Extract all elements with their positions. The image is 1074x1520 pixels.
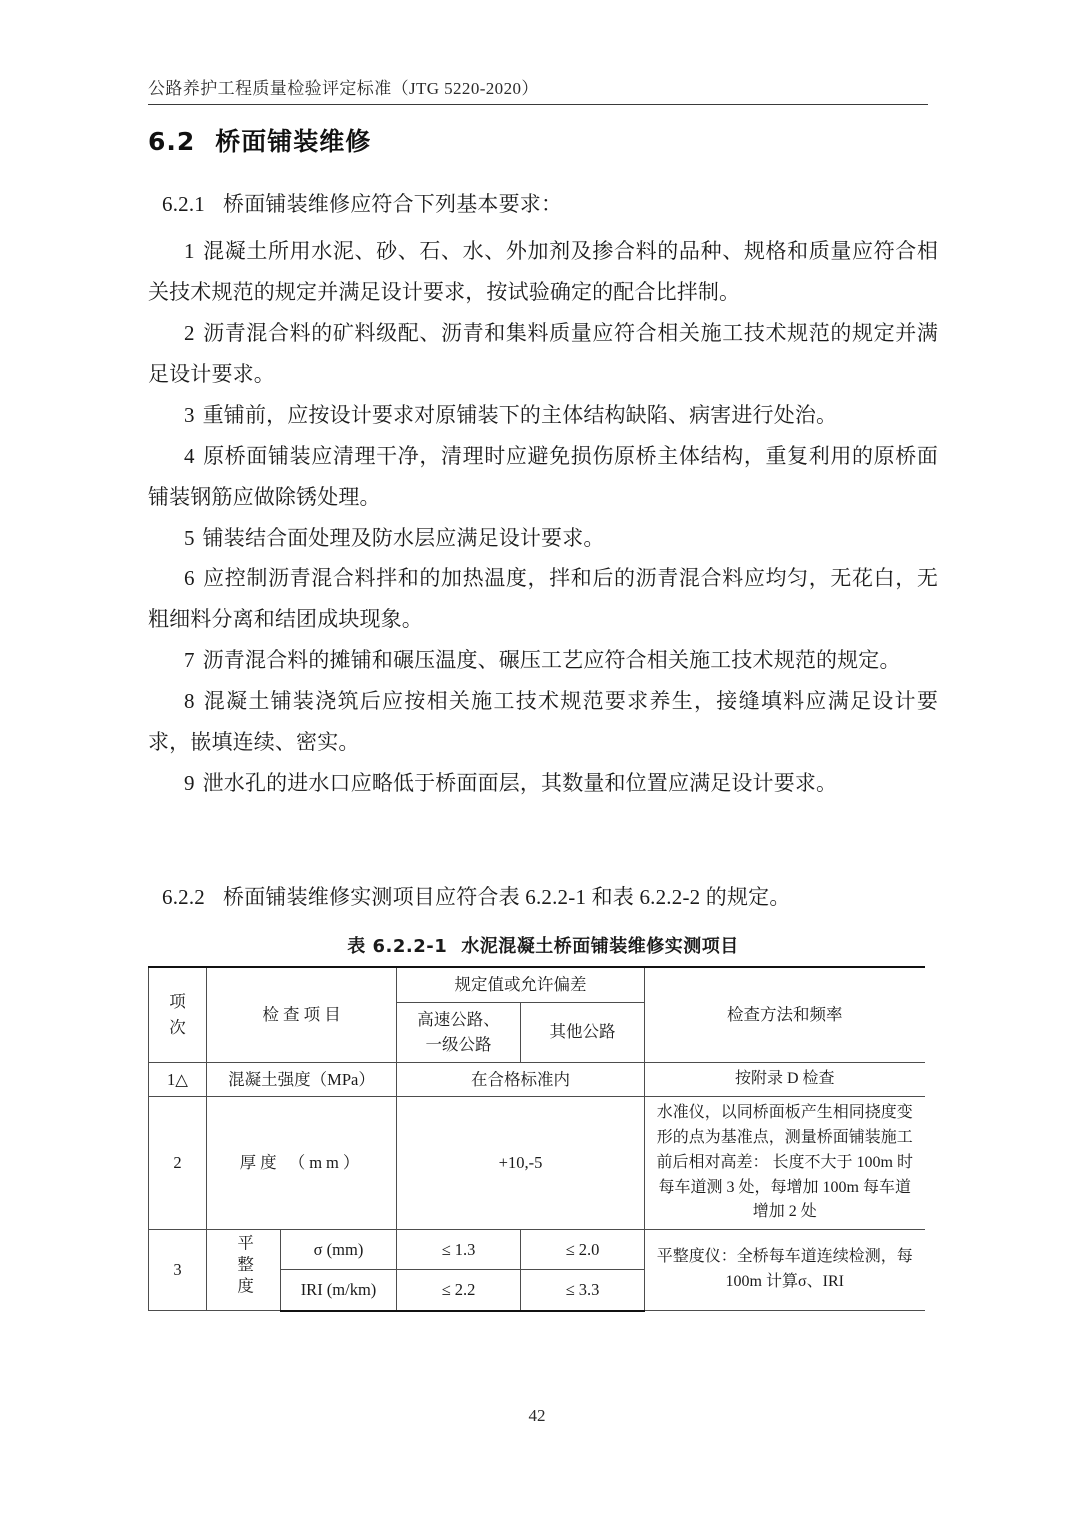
clause-item-number: 6 — [184, 566, 195, 591]
clause-item — [148, 681, 938, 763]
vertical-spacer — [148, 804, 938, 878]
row-index: 2 — [149, 1097, 207, 1230]
clause-item — [148, 313, 938, 395]
header-index-line1: 项 — [169, 992, 186, 1012]
section-title-text: 桥面铺装维修 — [215, 127, 372, 156]
row-method: 水准仪，以同桥面板产生相同挠度变形的点为基准点，测量桥面铺装施工前后相对高差： 长度不大于 100m 时每车道测 3 处，每增加 100m 每车道增加 2 处 — [645, 1097, 925, 1230]
subrow-label: IRI (m/km) — [281, 1270, 397, 1311]
header-highway-class-line1: 高速公路、 — [417, 1009, 500, 1029]
clause-item-text: 混凝土铺装浇筑后应按相关施工技术规范要求养生，接缝填料应满足设计要求，嵌填连续、密实。 — [148, 689, 938, 755]
clause-622-number: 6.2.2 — [162, 885, 205, 910]
clause-621-text: 桥面铺装维修应符合下列基本要求： — [223, 192, 563, 216]
clause-item-text: 原桥面铺装应清理干净，清理时应避免损伤原桥主体结构，重复利用的原桥面铺装钢筋应做除锈处理。 — [148, 443, 938, 509]
header-method: 检查方法和频率 — [645, 967, 925, 1062]
header-highway-class — [397, 1002, 521, 1062]
document-body — [148, 122, 938, 1312]
clause-item — [148, 763, 938, 804]
clause-item-number: 1 — [184, 238, 195, 263]
row-index: 1△ — [149, 1062, 207, 1097]
table-row — [149, 1062, 925, 1097]
subrow-label: σ (mm) — [281, 1230, 397, 1270]
table-caption-number: 表 6.2.2-1 — [347, 935, 448, 957]
clause-item-text: 混凝土所用水泥、砂、石、水、外加剂及掺合料的品种、规格和质量应符合相关技术规范的规定并满足设计要求，按试验确定的配合比拌制。 — [148, 238, 938, 304]
clause-item — [148, 395, 938, 436]
subrow-other-value: ≤ 2.0 — [521, 1230, 645, 1270]
subrow-high-value: ≤ 1.3 — [397, 1230, 521, 1270]
header-inspection-item: 检 查 项 目 — [207, 967, 397, 1062]
header-index-line2: 次 — [169, 1017, 186, 1037]
header-spec-group: 规定值或允许偏差 — [397, 967, 645, 1002]
header-index — [149, 967, 207, 1062]
subrow-high-value: ≤ 2.2 — [397, 1270, 521, 1311]
page-number: 42 — [528, 1406, 546, 1425]
clause-item-number: 3 — [184, 402, 195, 427]
clause-item-number: 5 — [184, 525, 195, 550]
row-item-vertical — [207, 1230, 281, 1311]
clause-item-number: 2 — [184, 320, 195, 345]
row-item-vertical-text: 平整度 — [234, 1234, 254, 1299]
clause-item-number: 4 — [184, 443, 195, 468]
section-number: 6.2 — [148, 127, 196, 156]
clause-622-text: 桥面铺装维修实测项目应符合表 6.2.2-1 和表 6.2.2-2 的规定。 — [223, 885, 791, 910]
clause-item — [148, 436, 938, 518]
header-other-highway: 其他公路 — [521, 1002, 645, 1062]
row-spec-merged: 在合格标准内 — [397, 1062, 645, 1097]
row-index: 3 — [149, 1230, 207, 1311]
clause-item-text: 铺装结合面处理及防水层应满足设计要求。 — [202, 525, 605, 550]
row-method: 平整度仪：全桥每车道连续检测，每100m 计算σ、IRI — [645, 1230, 925, 1311]
clause-621-number: 6.2.1 — [162, 192, 205, 216]
row-method: 按附录 D 检查 — [645, 1062, 925, 1097]
clause-item — [148, 231, 938, 313]
clause-621-heading — [148, 184, 938, 225]
table-row — [149, 1097, 925, 1230]
measured-items-table — [148, 966, 925, 1312]
table-header-row-1 — [149, 967, 925, 1002]
section-heading — [148, 122, 938, 158]
running-header-title: 公路养护工程质量检验评定标准（JTG 5220-2020） — [148, 79, 539, 98]
table-row — [149, 1230, 925, 1270]
row-item: 混凝土强度（MPa） — [207, 1062, 397, 1097]
running-header — [148, 74, 928, 105]
clause-item-text: 应控制沥青混合料拌和的加热温度，拌和后的沥青混合料应均匀，无花白，无粗细料分离和结团成块现象。 — [148, 566, 938, 632]
clause-622-heading — [148, 878, 938, 918]
clause-item-text: 泄水孔的进水口应略低于桥面面层，其数量和位置应满足设计要求。 — [202, 771, 838, 796]
table-caption — [148, 932, 938, 958]
clause-item-number: 9 — [184, 771, 195, 796]
row-spec-merged: +10,-5 — [397, 1097, 645, 1230]
clause-item-text: 重铺前，应按设计要求对原铺装下的主体结构缺陷、病害进行处治。 — [202, 402, 838, 427]
clause-item — [148, 558, 938, 640]
table-caption-title: 水泥混凝土桥面铺装维修实测项目 — [461, 935, 739, 957]
header-rule — [148, 104, 928, 105]
clause-item — [148, 640, 938, 681]
clause-item-number: 8 — [184, 689, 195, 714]
clause-item-number: 7 — [184, 648, 195, 673]
clause-item-text: 沥青混合料的摊铺和碾压温度、碾压工艺应符合相关施工技术规范的规定。 — [202, 648, 901, 673]
subrow-other-value: ≤ 3.3 — [521, 1270, 645, 1311]
clause-item — [148, 518, 938, 559]
clause-item-text: 沥青混合料的矿料级配、沥青和集料质量应符合相关施工技术规范的规定并满足设计要求。 — [148, 320, 938, 386]
row-item: 厚度 （mm） — [207, 1097, 397, 1230]
header-highway-class-line2: 一级公路 — [425, 1035, 492, 1055]
